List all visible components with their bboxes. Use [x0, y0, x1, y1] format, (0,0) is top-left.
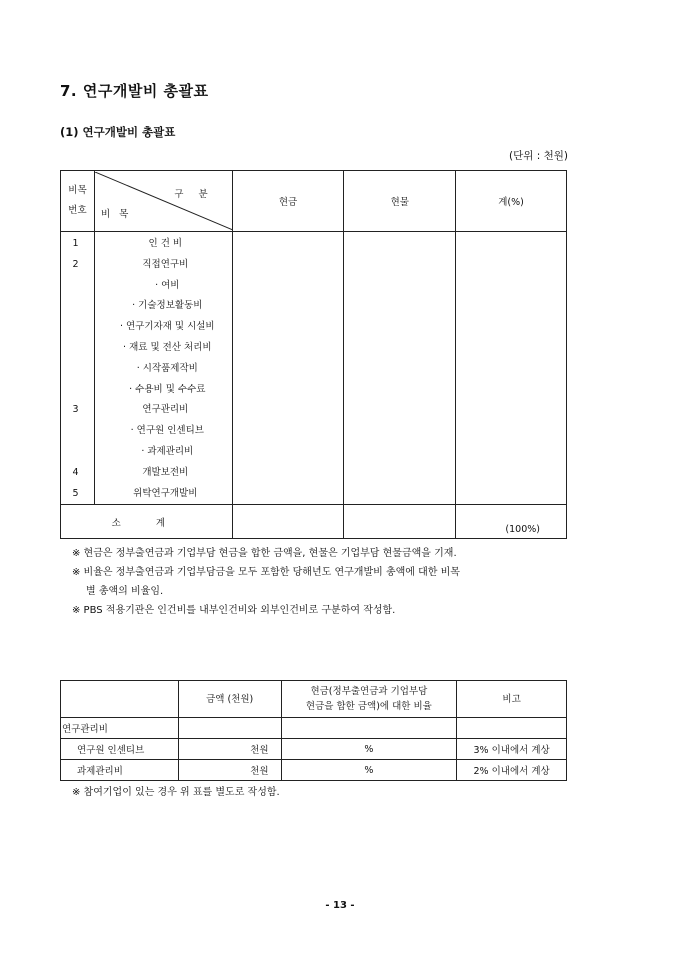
item-number [61, 442, 94, 463]
ratio-header-line2: 현금을 합한 금액)에 대한 비율 [305, 701, 432, 712]
inkind-column [344, 232, 456, 505]
ratio-row-amount: 천원 [178, 739, 281, 760]
item-name: · 수용비 및 수수료 [129, 383, 206, 395]
item-name: · 여비 [155, 279, 180, 291]
item-name: · 시작품제작비 [136, 362, 198, 374]
item-number [61, 296, 94, 317]
ratio-header-row [61, 681, 567, 718]
item-number [61, 380, 94, 401]
table-row [61, 739, 567, 760]
header-cash: 현금 [232, 171, 344, 232]
notes-block [72, 544, 562, 620]
item-name: 개발보전비 [142, 466, 189, 478]
ratio-row-remark: 3% 이내에서 계상 [457, 739, 567, 760]
ratio-row-amount [178, 718, 281, 739]
header-diagonal-cell [94, 171, 232, 232]
ratio-row-ratio: % [281, 760, 457, 781]
unit-label: (단위 : 천원) [509, 150, 568, 162]
header-inkind: 현물 [344, 171, 456, 232]
item-number [61, 421, 94, 442]
subtotal-percent: (100%) [456, 505, 567, 539]
table-body-row [61, 232, 567, 505]
header-num-line2: 번호 [68, 205, 87, 216]
subtotal-cash [232, 505, 344, 539]
diagonal-line [95, 172, 233, 230]
note-line: ※ 비율은 정부출연금과 기업부담금을 모두 포함한 당해년도 연구개발비 총액에 대한 비목 [72, 567, 460, 578]
item-name: 직접연구비 [142, 258, 189, 270]
item-name: · 재료 및 전산 처리비 [123, 341, 212, 353]
ratio-header-amount: 금액 (천원) [178, 681, 281, 718]
ratio-header-line1: 현금(정부출연금과 기업부담 [310, 686, 428, 697]
table-row [61, 760, 567, 781]
subtotal-label: 소 계 [61, 505, 233, 539]
note-line: 별 총액의 비율임. [86, 586, 164, 597]
ratio-row-remark: 2% 이내에서 계상 [457, 760, 567, 781]
item-number: 1 [72, 238, 79, 249]
item-number: 4 [72, 466, 79, 478]
ratio-row-label: 연구관리비 [61, 718, 179, 739]
total-column [456, 232, 567, 505]
note-line: ※ PBS 적용기관은 인건비를 내부인건비와 외부인건비로 구분하여 작성함. [72, 605, 396, 616]
item-number: 3 [72, 404, 79, 416]
item-number: 5 [72, 487, 79, 499]
table-row [61, 718, 567, 739]
item-name-column [94, 232, 232, 505]
participant-note: ※ 참여기업이 있는 경우 위 표를 별도로 작성함. [72, 787, 280, 798]
ratio-header-ratio [281, 681, 457, 718]
ratio-row-amount: 천원 [178, 760, 281, 781]
ratio-row-remark [457, 718, 567, 739]
header-num-line1: 비목 [68, 185, 87, 196]
page-number: - 13 - [325, 900, 355, 911]
table-header-row [61, 171, 567, 232]
header-bimok: 비 목 [100, 209, 132, 220]
subtotal-row [61, 505, 567, 539]
item-number [61, 317, 94, 338]
item-name: · 연구원 인센티브 [130, 425, 204, 437]
note-line: ※ 현금은 정부출연금과 기업부담 현금을 합한 금액을, 현물은 기업부담 현물금액을 기재. [72, 548, 457, 559]
ratio-row-ratio: % [281, 739, 457, 760]
ratio-row-label: 과제관리비 [61, 760, 179, 781]
item-name: 위탁연구개발비 [133, 487, 198, 499]
rd-cost-summary-table [60, 170, 567, 539]
ratio-row-ratio [281, 718, 457, 739]
item-number [61, 276, 94, 297]
header-gubun: 구 분 [174, 189, 214, 200]
header-total: 계(%) [456, 171, 567, 232]
management-cost-ratio-table [60, 680, 567, 781]
header-item-number [61, 171, 95, 232]
item-name: · 과제관리비 [141, 445, 194, 457]
item-number-column [61, 232, 95, 505]
ratio-row-label: 연구원 인센티브 [61, 739, 179, 760]
ratio-header-blank [61, 681, 179, 718]
item-number: 2 [72, 258, 79, 270]
item-number [61, 338, 94, 359]
section-title: 7. 연구개발비 총괄표 [60, 82, 209, 100]
sub-title: (1) 연구개발비 총괄표 [60, 125, 176, 139]
subtotal-inkind [344, 505, 456, 539]
item-number [61, 359, 94, 380]
item-name: · 기술정보활동비 [132, 300, 203, 312]
item-name: · 연구기자재 및 시설비 [119, 321, 215, 333]
item-name: 인 건 비 [148, 238, 183, 249]
ratio-header-remark: 비고 [457, 681, 567, 718]
cash-column [232, 232, 344, 505]
item-name: 연구관리비 [142, 404, 189, 416]
